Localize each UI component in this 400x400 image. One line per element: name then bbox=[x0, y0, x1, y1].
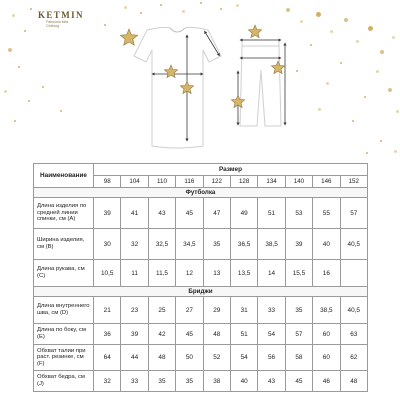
confetti-dot bbox=[236, 4, 239, 7]
cell-value: 40 bbox=[230, 371, 257, 392]
cell-value: 36 bbox=[94, 324, 121, 345]
cell-value: 57 bbox=[285, 324, 312, 345]
cell-value: 32 bbox=[94, 371, 121, 392]
confetti-dot bbox=[318, 108, 321, 111]
confetti-dot bbox=[12, 14, 15, 17]
row-label: Длина по боку, см (E) bbox=[34, 324, 94, 345]
confetti-dot bbox=[28, 100, 30, 102]
confetti-dot bbox=[376, 70, 379, 73]
cell-value: 29 bbox=[203, 297, 230, 324]
cell-value: 58 bbox=[285, 345, 312, 371]
table-row bbox=[34, 324, 368, 345]
cell-value: 15,5 bbox=[285, 260, 312, 287]
cell-value: 44 bbox=[121, 345, 148, 371]
cell-value: 35 bbox=[203, 229, 230, 260]
confetti-dot bbox=[340, 62, 342, 64]
table-row bbox=[34, 345, 368, 371]
cell-value: 40,5 bbox=[340, 229, 367, 260]
confetti-dot bbox=[182, 10, 185, 13]
table-row bbox=[34, 371, 368, 392]
size-value: 146 bbox=[313, 176, 340, 188]
size-value: 122 bbox=[203, 176, 230, 188]
cell-value: 36,5 bbox=[230, 229, 257, 260]
cell-value: 43 bbox=[148, 198, 175, 229]
confetti-dot bbox=[380, 50, 384, 54]
confetti-dot bbox=[392, 36, 395, 39]
size-value: 104 bbox=[121, 176, 148, 188]
cell-value: 38,5 bbox=[258, 229, 285, 260]
confetti-dot bbox=[124, 6, 127, 9]
cell-value: 12 bbox=[176, 260, 203, 287]
cell-value: 51 bbox=[258, 198, 285, 229]
cell-value: 57 bbox=[340, 198, 367, 229]
cell-value: 48 bbox=[148, 345, 175, 371]
table-row bbox=[34, 260, 368, 287]
cell-value: 33 bbox=[258, 297, 285, 324]
cell-value: 11,5 bbox=[148, 260, 175, 287]
confetti-dot bbox=[310, 44, 312, 46]
table-row bbox=[34, 198, 368, 229]
size-value: 116 bbox=[176, 176, 203, 188]
size-value: 98 bbox=[94, 176, 121, 188]
cell-value: 32,5 bbox=[148, 229, 175, 260]
cell-value: 39 bbox=[285, 229, 312, 260]
size-value: 140 bbox=[285, 176, 312, 188]
cell-value: 48 bbox=[340, 371, 367, 392]
row-label: Длина изделия по средней линии спинки, см (A) bbox=[34, 198, 94, 229]
confetti-dot bbox=[368, 26, 373, 31]
confetti-dot bbox=[4, 90, 7, 93]
confetti-dot bbox=[30, 8, 32, 10]
cell-value: 52 bbox=[203, 345, 230, 371]
cell-value: 33 bbox=[121, 371, 148, 392]
confetti-dot bbox=[220, 8, 222, 10]
cell-value: 35 bbox=[176, 371, 203, 392]
table-row bbox=[34, 297, 368, 324]
cell-value: 16 bbox=[313, 260, 340, 287]
confetti-dot bbox=[42, 86, 44, 88]
cell-value: 40,5 bbox=[340, 297, 367, 324]
cell-value: 42 bbox=[148, 324, 175, 345]
confetti-dot bbox=[14, 120, 16, 122]
cell-value: 30 bbox=[94, 229, 121, 260]
cell-value: 56 bbox=[258, 345, 285, 371]
confetti-dot bbox=[356, 40, 359, 43]
cell-value: 10,5 bbox=[94, 260, 121, 287]
confetti-dot bbox=[380, 140, 382, 142]
cell-value: 45 bbox=[176, 324, 203, 345]
row-label: Обхват талии при раст. резинке, см (F) bbox=[34, 345, 94, 371]
cell-value: 38,5 bbox=[313, 297, 340, 324]
confetti-dot bbox=[366, 152, 368, 154]
row-label: Обхват бедра, см (J) bbox=[34, 371, 94, 392]
table-row bbox=[34, 229, 368, 260]
confetti-dot bbox=[8, 48, 12, 52]
cell-value: 11 bbox=[121, 260, 148, 287]
confetti-dot bbox=[344, 18, 348, 22]
confetti-dot bbox=[18, 66, 20, 68]
cell-value: 45 bbox=[176, 198, 203, 229]
size-header: Размер bbox=[94, 164, 368, 176]
cell-value: 62 bbox=[340, 345, 367, 371]
cell-value: 25 bbox=[148, 297, 175, 324]
confetti-dot bbox=[388, 88, 392, 92]
row-label: Длина рукава, см (C) bbox=[34, 260, 94, 287]
cell-value: 14 bbox=[258, 260, 285, 287]
brand-tagline-2: Clothing bbox=[46, 24, 60, 29]
confetti-dot bbox=[24, 30, 26, 32]
cell-value: 50 bbox=[176, 345, 203, 371]
section-title-shorts: Бриджи bbox=[34, 287, 368, 297]
cell-value: 38 bbox=[203, 371, 230, 392]
confetti-dot bbox=[326, 82, 329, 85]
shorts-drawing bbox=[238, 40, 285, 126]
size-table bbox=[33, 163, 368, 392]
cell-value: 32 bbox=[121, 229, 148, 260]
name-header: Наименование bbox=[34, 164, 94, 188]
cell-value: 64 bbox=[94, 345, 121, 371]
cell-value: 51 bbox=[230, 324, 257, 345]
confetti-dot bbox=[140, 12, 142, 14]
confetti-dot bbox=[364, 96, 366, 98]
cell-value: 45 bbox=[285, 371, 312, 392]
cell-value: 55 bbox=[313, 198, 340, 229]
cell-value bbox=[340, 260, 367, 287]
confetti-dot bbox=[286, 8, 290, 12]
confetti-dot bbox=[330, 30, 333, 33]
cell-value: 41 bbox=[121, 198, 148, 229]
confetti-dot bbox=[160, 4, 162, 6]
confetti-dot bbox=[200, 2, 202, 4]
brand-name: KETMIN bbox=[38, 10, 84, 20]
cell-value: 13 bbox=[203, 260, 230, 287]
cell-value: 49 bbox=[230, 198, 257, 229]
cell-value: 54 bbox=[230, 345, 257, 371]
confetti-dot bbox=[352, 120, 354, 122]
cell-value: 35 bbox=[285, 297, 312, 324]
star-icon bbox=[248, 25, 261, 38]
size-value: 152 bbox=[340, 176, 367, 188]
brand-tagline: Fabulous kids bbox=[46, 20, 69, 24]
confetti-dot bbox=[60, 110, 62, 112]
size-value: 110 bbox=[148, 176, 175, 188]
cell-value: 63 bbox=[340, 324, 367, 345]
cell-value: 60 bbox=[313, 324, 340, 345]
size-value: 128 bbox=[230, 176, 257, 188]
confetti-dot bbox=[316, 12, 321, 17]
cell-value: 23 bbox=[121, 297, 148, 324]
confetti-dot bbox=[396, 110, 399, 113]
cell-value: 13,5 bbox=[230, 260, 257, 287]
cell-value: 43 bbox=[258, 371, 285, 392]
cell-value: 39 bbox=[94, 198, 121, 229]
garment-illustration bbox=[95, 18, 305, 168]
row-label: Длина внутреннего шва, см (D) bbox=[34, 297, 94, 324]
cell-value: 53 bbox=[285, 198, 312, 229]
row-label: Ширина изделия, см (B) bbox=[34, 229, 94, 260]
star-icon bbox=[120, 29, 137, 45]
cell-value: 48 bbox=[203, 324, 230, 345]
cell-value: 27 bbox=[176, 297, 203, 324]
cell-value: 47 bbox=[203, 198, 230, 229]
cell-value: 46 bbox=[313, 371, 340, 392]
cell-value: 54 bbox=[258, 324, 285, 345]
size-value: 134 bbox=[258, 176, 285, 188]
cell-value: 39 bbox=[121, 324, 148, 345]
cell-value: 34,5 bbox=[176, 229, 203, 260]
tshirt-drawing bbox=[134, 27, 221, 148]
cell-value: 21 bbox=[94, 297, 121, 324]
section-title-tshirt: Футболка bbox=[34, 188, 368, 198]
cell-value: 40 bbox=[313, 229, 340, 260]
confetti-dot bbox=[394, 150, 397, 153]
cell-value: 60 bbox=[313, 345, 340, 371]
cell-value: 35 bbox=[148, 371, 175, 392]
cell-value: 31 bbox=[230, 297, 257, 324]
